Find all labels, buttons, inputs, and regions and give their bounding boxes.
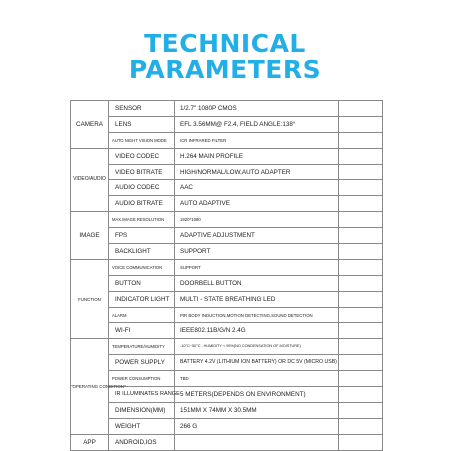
category-video-audio: VIDEO/AUDIO (71, 148, 109, 212)
empty-cell (339, 148, 383, 164)
param-name: POWER CONSUMPTION (109, 371, 175, 387)
param-name: INDICATOR LIGHT (109, 291, 175, 307)
param-value: BATTERY 4.2V (LITHIUM ION BATTERY) OR DC 5V (MICRO USB) (175, 355, 339, 371)
param-value: AAC (175, 180, 339, 196)
table-row (71, 307, 383, 323)
param-value: IEEE802.11B/G/N 2.4G (175, 323, 339, 339)
param-name: WEIGHT (109, 418, 175, 434)
category-operating-condition: "OPERATING CONDITION" (71, 339, 109, 434)
table-row (71, 244, 383, 260)
param-name: ALARM (109, 307, 175, 323)
empty-cell (339, 259, 383, 275)
empty-cell (339, 132, 383, 148)
param-value: DOORBELL BUTTON (175, 275, 339, 291)
param-value: 266 G (175, 418, 339, 434)
empty-cell (339, 244, 383, 260)
empty-cell (339, 275, 383, 291)
param-name: BUTTON (109, 275, 175, 291)
empty-cell (339, 339, 383, 355)
table-row (71, 434, 383, 450)
category-camera: CAMERA (71, 101, 109, 149)
param-name: AUDIO BITRATE (109, 196, 175, 212)
empty-cell (339, 387, 383, 403)
param-name: TEMPERATURE/HUMIDITY (109, 339, 175, 355)
param-name: POWER SUPPLY (109, 355, 175, 371)
param-name: WI-FI (109, 323, 175, 339)
category-app: APP (71, 434, 109, 450)
param-value: 151MM X 74MM X 30.5MM (175, 402, 339, 418)
param-value: H.264 MAIN PROFILE (175, 148, 339, 164)
param-value: 1920*1080 (175, 212, 339, 228)
param-value: ICR INFRARED FILTER (175, 132, 339, 148)
empty-cell (339, 434, 383, 450)
param-value: PIR BODY INDUCTION,MOTION DETECTING,SOUND DETECTION (175, 307, 339, 323)
empty-cell (339, 164, 383, 180)
param-name: BACKLIGHT (109, 244, 175, 260)
param-value: 5 METERS(DEPENDS ON ENVIRONMENT) (175, 387, 339, 403)
param-name: AUDIO CODEC (109, 180, 175, 196)
category-image: IMAGE (71, 212, 109, 260)
table-row (71, 212, 383, 228)
category-function: FUNCTION (71, 259, 109, 338)
param-name: AUTO NIGHT VISION MODE (109, 132, 175, 148)
param-name: VOICE COMMUNICATION (109, 259, 175, 275)
param-name: MAX.IMAGE RESOLUTION (109, 212, 175, 228)
empty-cell (339, 323, 383, 339)
empty-cell (339, 196, 383, 212)
param-value: SUPPORT (175, 244, 339, 260)
table-row (71, 291, 383, 307)
param-value: HIGH/NORMAL/LOW,AUTO ADAPTER (175, 164, 339, 180)
param-value: TBD (175, 371, 339, 387)
table-row (71, 196, 383, 212)
empty-cell (339, 418, 383, 434)
table-row (71, 339, 383, 355)
empty-cell (339, 291, 383, 307)
empty-cell (339, 402, 383, 418)
table-row (71, 402, 383, 418)
empty-cell (339, 355, 383, 371)
param-name: SENSOR (109, 101, 175, 117)
param-name: FPS (109, 228, 175, 244)
table-row (71, 355, 383, 371)
table-row (71, 275, 383, 291)
table-row (71, 259, 383, 275)
table-row (71, 132, 383, 148)
empty-cell (339, 371, 383, 387)
param-name: VIDEO BITRATE (109, 164, 175, 180)
table-row (71, 164, 383, 180)
param-name: DIMENSION(MM) (109, 402, 175, 418)
table-row (71, 101, 383, 117)
empty-cell (339, 180, 383, 196)
empty-cell (339, 116, 383, 132)
table-row (71, 228, 383, 244)
param-name: IR ILLUMINATES RANGE (109, 387, 175, 403)
param-value: ADAPTIVE ADJUSTMENT (175, 228, 339, 244)
param-value: EFL 3.56MM@ F2.4, FIELD ANGLE:138° (175, 116, 339, 132)
param-value: -10°C~50°C , HUMIDITY < 95%(NO CONDENSATION OF MOISTURE) (175, 339, 339, 355)
parameters-table (70, 100, 383, 451)
table-row (71, 148, 383, 164)
param-value: SUPPORT (175, 259, 339, 275)
table-row (71, 418, 383, 434)
param-value: MULTI - STATE BREATHING LED (175, 291, 339, 307)
table-row (71, 180, 383, 196)
param-value: ANDROID,IOS (109, 434, 175, 450)
empty-cell (339, 212, 383, 228)
title-line-1: TECHNICAL (144, 29, 306, 58)
table-row (71, 116, 383, 132)
param-value: 1/2.7" 1080P CMOS (175, 101, 339, 117)
empty-cell (339, 307, 383, 323)
empty-cell (339, 101, 383, 117)
param-value: AUTO ADAPTIVE (175, 196, 339, 212)
empty-cell (339, 228, 383, 244)
param-name: VIDEO CODEC (109, 148, 175, 164)
title-line-2: PARAMETERS (128, 55, 322, 84)
table-row (71, 323, 383, 339)
param-value-empty (175, 434, 339, 450)
param-name: LENS (109, 116, 175, 132)
